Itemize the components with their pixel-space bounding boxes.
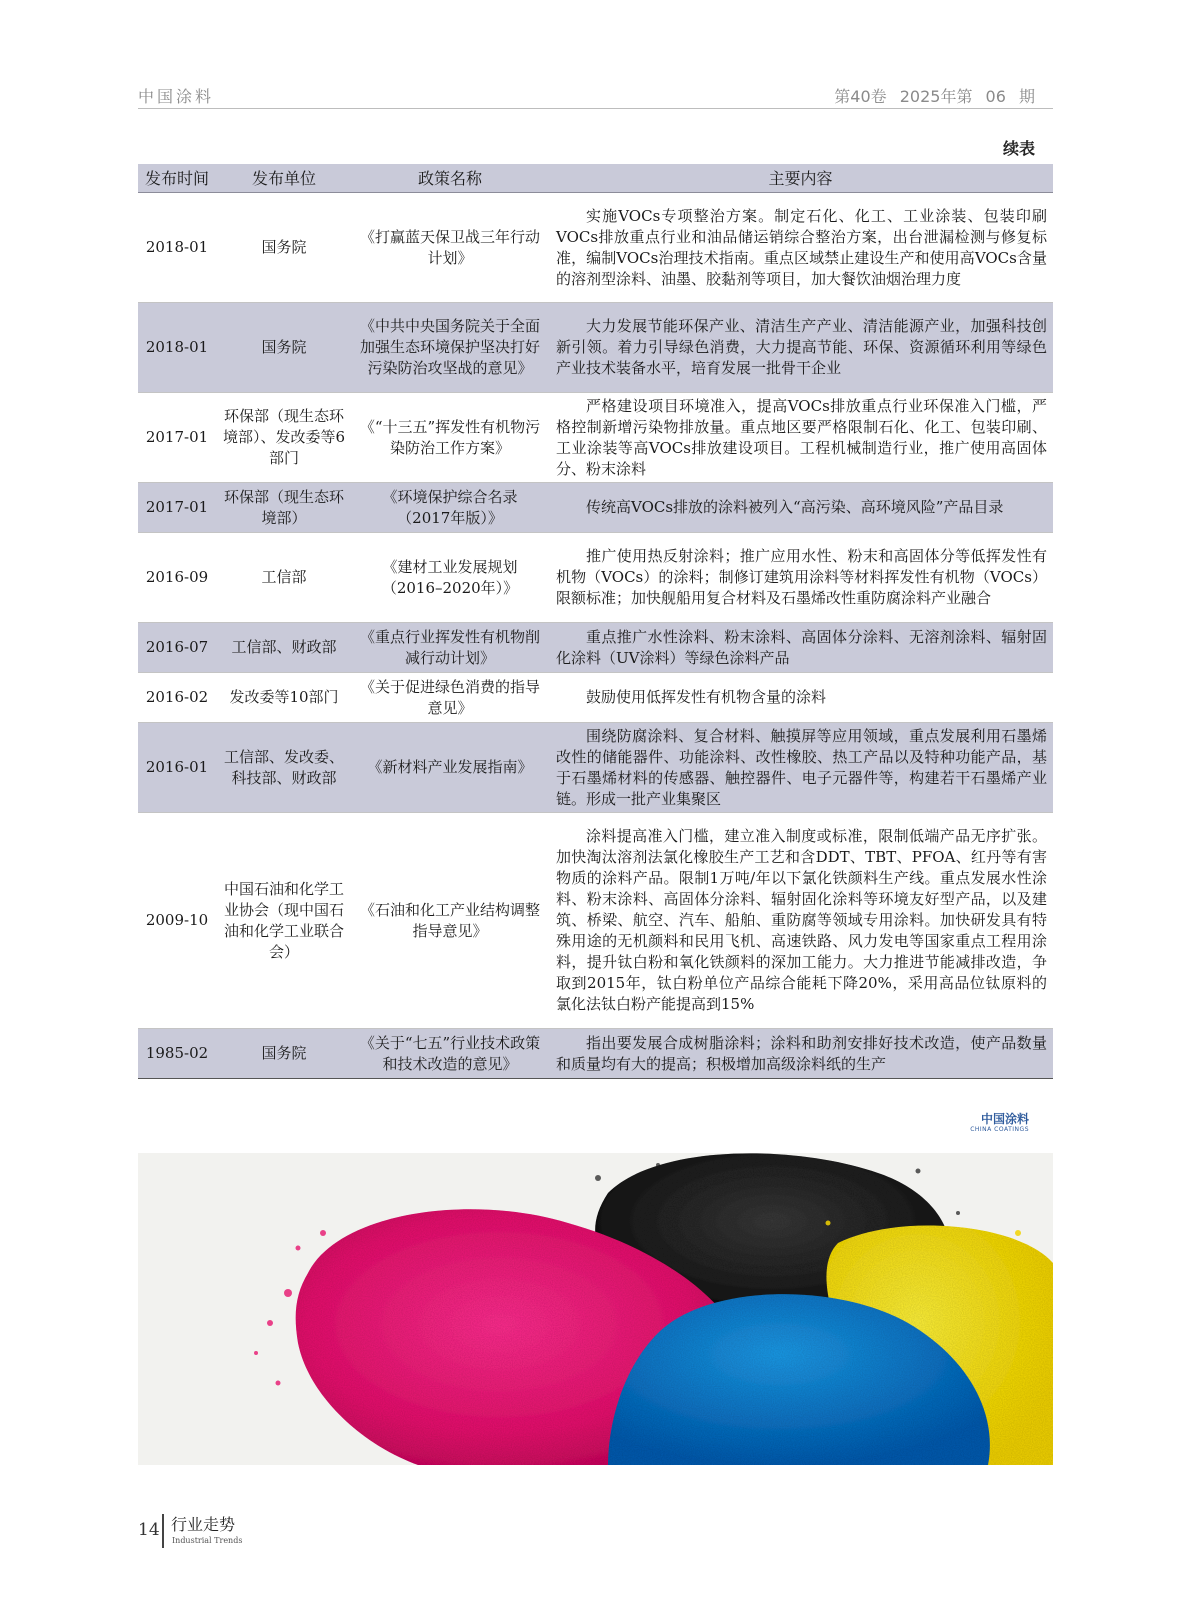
pigment-illustration bbox=[138, 1153, 1053, 1465]
cell-date: 2018-01 bbox=[138, 193, 216, 303]
cell-date: 2016-07 bbox=[138, 623, 216, 673]
cell-date: 2017-01 bbox=[138, 483, 216, 533]
cell-issuer: 国务院 bbox=[216, 193, 352, 303]
cell-policy: 《重点行业挥发性有机物削减行动计划》 bbox=[352, 623, 548, 673]
section-title-en: Industrial Trends bbox=[172, 1536, 243, 1545]
cell-content: 围绕防腐涂料、复合材料、触摸屏等应用领域，重点发展利用石墨烯改性的储能器件、功能涂料、改性橡胶、热工产品以及特种功能产品，基于石墨烯材料的传感器、触控器件、电子元器件等，构建若干石墨烯产业链。形成一批产业集聚区 bbox=[548, 723, 1053, 813]
table-row bbox=[138, 533, 1053, 623]
cell-policy: 《新材料产业发展指南》 bbox=[352, 723, 548, 813]
table-row bbox=[138, 813, 1053, 1029]
footer-divider bbox=[162, 1514, 164, 1548]
table-row bbox=[138, 193, 1053, 303]
cell-content: 重点推广水性涂料、粉末涂料、高固体分涂料、无溶剂涂料、辐射固化涂料（UV涂料）等绿色涂料产品 bbox=[548, 623, 1053, 673]
cell-policy: 《关于“七五”行业技术政策和技术改造的意见》 bbox=[352, 1029, 548, 1079]
volume-label: 第40卷 bbox=[834, 87, 887, 106]
column-header-date: 发布时间 bbox=[138, 164, 216, 193]
cell-policy: 《打赢蓝天保卫战三年行动计划》 bbox=[352, 193, 548, 303]
cell-issuer: 工信部、发改委、科技部、财政部 bbox=[216, 723, 352, 813]
table-row bbox=[138, 1029, 1053, 1079]
table-header-row bbox=[138, 164, 1053, 193]
logo-en: CHINA COATINGS bbox=[970, 1126, 1029, 1133]
table-row bbox=[138, 303, 1053, 393]
cell-content: 大力发展节能环保产业、清洁生产产业、清洁能源产业，加强科技创新引领。着力引导绿色消费，大力提高节能、环保、资源循环利用等绿色产业技术装备水平，培育发展一批骨干企业 bbox=[548, 303, 1053, 393]
cell-date: 1985-02 bbox=[138, 1029, 216, 1079]
issue-info bbox=[834, 84, 1035, 107]
continued-label: 续表 bbox=[1002, 139, 1035, 158]
cell-date: 2017-01 bbox=[138, 393, 216, 483]
cell-policy: 《石油和化工产业结构调整指导意见》 bbox=[352, 813, 548, 1029]
cell-policy: 《关于促进绿色消费的指导意见》 bbox=[352, 673, 548, 723]
cell-date: 2016-01 bbox=[138, 723, 216, 813]
cell-issuer: 工信部 bbox=[216, 533, 352, 623]
cell-issuer: 工信部、财政部 bbox=[216, 623, 352, 673]
cell-policy: 《环境保护综合名录（2017年版）》 bbox=[352, 483, 548, 533]
table-row bbox=[138, 483, 1053, 533]
cell-content: 严格建设项目环境准入，提高VOCs排放重点行业环保准入门槛，严格控制新增污染物排放量。重点地区要严格限制石化、化工、包装印刷、工业涂装等高VOCs排放建设项目。工程机械制造行业，推广使用高固体分、粉末涂料 bbox=[548, 393, 1053, 483]
cell-policy: 《中共中央国务院关于全面加强生态环境保护坚决打好污染防治攻坚战的意见》 bbox=[352, 303, 548, 393]
cell-issuer: 发改委等10部门 bbox=[216, 673, 352, 723]
logo-cn: 中国涂料 bbox=[980, 1112, 1029, 1126]
policy-table bbox=[138, 164, 1053, 1079]
column-header-issuer: 发布单位 bbox=[216, 164, 352, 193]
cell-issuer: 国务院 bbox=[216, 1029, 352, 1079]
section-title-cn: 行业走势 bbox=[171, 1515, 236, 1534]
cell-content: 推广使用热反射涂料；推广应用水性、粉末和高固体分等低挥发性有机物（VOCs）的涂料；制修订建筑用涂料等材料挥发性有机物（VOCs）限额标准；加快舰船用复合材料及石墨烯改性重防腐涂料产业融合 bbox=[548, 533, 1053, 623]
cell-issuer: 中国石油和化学工业协会（现中国石油和化学工业联合会） bbox=[216, 813, 352, 1029]
cell-date: 2016-02 bbox=[138, 673, 216, 723]
pigment-powder-image bbox=[138, 1153, 1053, 1465]
issue-label: 2025年第 06 期 bbox=[899, 87, 1035, 106]
journal-logo bbox=[970, 1112, 1029, 1134]
column-header-policy: 政策名称 bbox=[352, 164, 548, 193]
cell-content: 涂料提高准入门槛，建立准入制度或标准，限制低端产品无序扩张。加快淘汰溶剂法氯化橡胶生产工艺和含DDT、TBT、PFOA、红丹等有害物质的涂料产品。限制1万吨/年以下氯化铁颜料生产线。重点发展水性涂料、粉末涂料、高固体分涂料、辐射固化涂料等环境友好型产品，以及建筑、桥梁、航空、汽车、船舶、重防腐等领域专用涂料。加快研发具有特殊用途的无机颜料和民用飞机、高速铁路、风力发电等国家重点工程用涂料，提升钛白粉和氧化铁颜料的深加工能力。大力推进节能减排改造，争取到2015年，钛白粉单位产品综合能耗下降20%，采用高品位钛原料的氯化法钛白粉产能提高到15% bbox=[548, 813, 1053, 1029]
cell-issuer: 环保部（现生态环境部）、发改委等6部门 bbox=[216, 393, 352, 483]
cell-content: 实施VOCs专项整治方案。制定石化、化工、工业涂装、包装印刷VOCs排放重点行业和油品储运销综合整治方案，出台泄漏检测与修复标准，编制VOCs治理技术指南。重点区域禁止建设生产和使用高VOCs含量的溶剂型涂料、油墨、胶黏剂等项目，加大餐饮油烟治理力度 bbox=[548, 193, 1053, 303]
table-row bbox=[138, 723, 1053, 813]
cell-content: 指出要发展合成树脂涂料；涂料和助剂安排好技术改造，使产品数量和质量均有大的提高；积极增加高级涂料纸的生产 bbox=[548, 1029, 1053, 1079]
cell-date: 2016-09 bbox=[138, 533, 216, 623]
cell-content: 传统高VOCs排放的涂料被列入“高污染、高环境风险”产品目录 bbox=[548, 483, 1053, 533]
cell-issuer: 国务院 bbox=[216, 303, 352, 393]
header-divider bbox=[138, 108, 1053, 109]
cell-date: 2018-01 bbox=[138, 303, 216, 393]
table-row bbox=[138, 393, 1053, 483]
cell-date: 2009-10 bbox=[138, 813, 216, 1029]
cell-issuer: 环保部（现生态环境部） bbox=[216, 483, 352, 533]
cell-policy: 《“十三五”挥发性有机物污染防治工作方案》 bbox=[352, 393, 548, 483]
page-number: 14 bbox=[138, 1520, 160, 1540]
table-row bbox=[138, 623, 1053, 673]
table-row bbox=[138, 673, 1053, 723]
cell-policy: 《建材工业发展规划（2016–2020年）》 bbox=[352, 533, 548, 623]
journal-name: 中国涂料 bbox=[138, 87, 215, 106]
cell-content: 鼓励使用低挥发性有机物含量的涂料 bbox=[548, 673, 1053, 723]
column-header-content: 主要内容 bbox=[548, 164, 1053, 193]
